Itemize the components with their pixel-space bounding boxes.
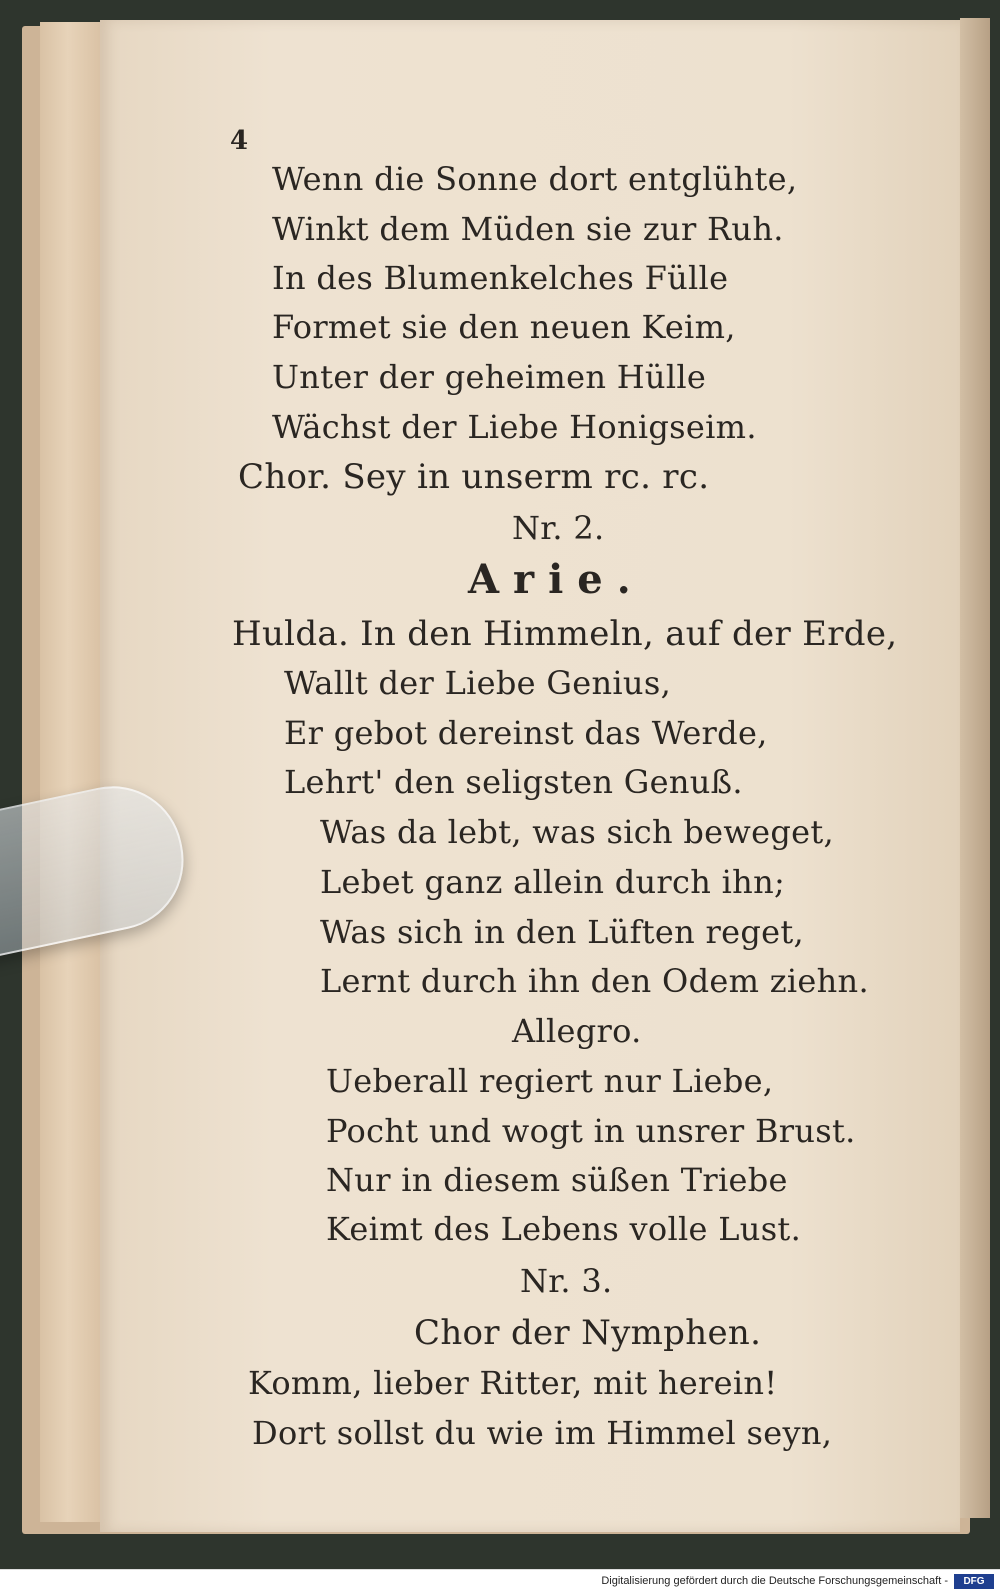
verse-line: Was da lebt, was sich beweget, bbox=[320, 813, 834, 851]
page-number: 4 bbox=[230, 126, 249, 156]
dfg-logo: DFG bbox=[954, 1574, 994, 1589]
verse-line: Wenn die Sonne dort entglühte, bbox=[272, 160, 798, 198]
verse-line: Winkt dem Müden sie zur Ruh. bbox=[272, 210, 784, 248]
verse-line: Wallt der Liebe Genius, bbox=[284, 664, 672, 702]
verse-line: Lehrt' den seligsten Genuß. bbox=[284, 763, 743, 801]
verse-line: Formet sie den neuen Keim, bbox=[272, 308, 736, 346]
verse-line: In des Blumenkelches Fülle bbox=[272, 259, 729, 297]
verse-line: Nur in diesem süßen Triebe bbox=[326, 1161, 788, 1199]
tempo-marking: Allegro. bbox=[512, 1012, 642, 1050]
verse-line: Hulda. In den Himmeln, auf der Erde, bbox=[232, 614, 898, 654]
verse-line: Was sich in den Lüften reget, bbox=[320, 913, 805, 951]
verse-line: Komm, lieber Ritter, mit herein! bbox=[248, 1364, 778, 1402]
verse-line: Lernt durch ihn den Odem ziehn. bbox=[320, 962, 869, 1000]
next-page-edge bbox=[960, 18, 990, 1518]
section-heading: Arie. bbox=[468, 556, 645, 603]
section-number: Nr. 2. bbox=[512, 509, 605, 547]
verse-line: Pocht und wogt in unsrer Brust. bbox=[326, 1112, 856, 1150]
verse-line: Lebet ganz allein durch ihn; bbox=[320, 863, 786, 901]
verse-line: Dort sollst du wie im Himmel seyn, bbox=[252, 1414, 833, 1452]
verse-line: Unter der geheimen Hülle bbox=[272, 358, 707, 396]
verse-line: Er gebot dereinst das Werde, bbox=[284, 714, 768, 752]
section-number: Nr. 3. bbox=[520, 1262, 613, 1300]
funding-note: Digitalisierung gefördert durch die Deutsche Forschungsgemeinschaft - bbox=[601, 1575, 948, 1587]
verse-line: Keimt des Lebens volle Lust. bbox=[326, 1210, 802, 1248]
section-heading: Chor der Nymphen. bbox=[414, 1313, 762, 1353]
chorus-line: Chor. Sey in unserm rc. rc. bbox=[238, 457, 710, 497]
verse-line: Wächst der Liebe Honigseim. bbox=[272, 408, 757, 446]
footer-bar bbox=[0, 1569, 1000, 1594]
verse-line: Ueberall regiert nur Liebe, bbox=[326, 1062, 774, 1100]
